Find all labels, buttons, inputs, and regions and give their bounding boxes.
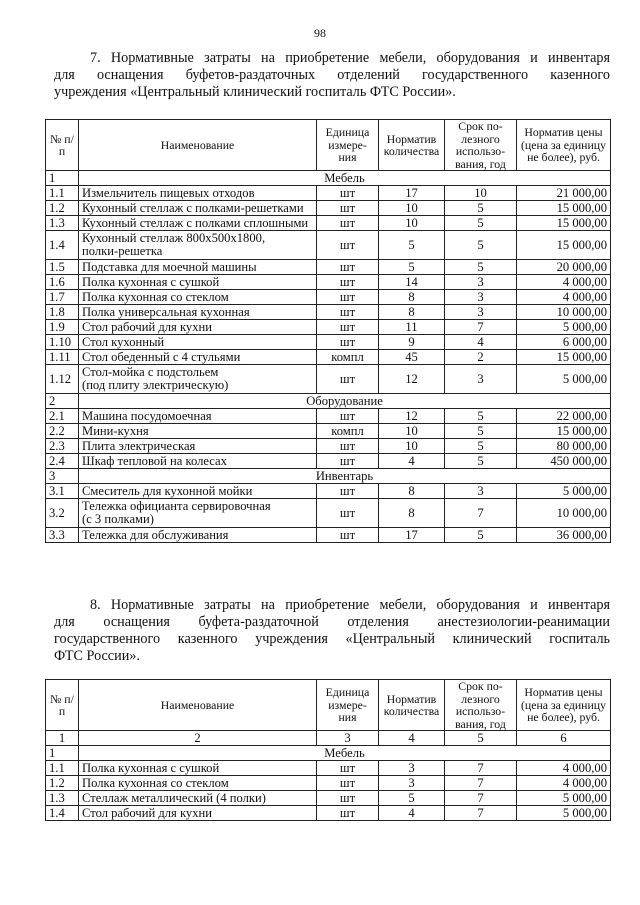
row-name: Кухонный стеллаж с полками-решетками (79, 201, 317, 216)
row-name: Тележка официанта сервировочная (с 3 полками) (79, 499, 317, 528)
table-row (46, 791, 611, 806)
row-qty: 3 (379, 761, 445, 776)
row-number: 3.2 (46, 499, 79, 528)
row-qty: 17 (379, 186, 445, 201)
row-number: 2.1 (46, 409, 79, 424)
row-unit: шт (317, 335, 379, 350)
row-qty: 9 (379, 335, 445, 350)
row-qty: 8 (379, 305, 445, 320)
row-life: 7 (445, 499, 517, 528)
row-unit: шт (317, 499, 379, 528)
row-name: Шкаф тепловой на колесах (79, 454, 317, 469)
row-number: 1.8 (46, 305, 79, 320)
column-number: 3 (317, 731, 379, 746)
row-unit: шт (317, 216, 379, 231)
row-number: 1.7 (46, 290, 79, 305)
row-price: 5 000,00 (517, 791, 611, 806)
table-row (46, 335, 611, 350)
row-qty: 8 (379, 290, 445, 305)
row-price: 5 000,00 (517, 320, 611, 335)
row-qty: 3 (379, 776, 445, 791)
row-life: 3 (445, 484, 517, 499)
column-number: 5 (445, 731, 517, 746)
heading-line: 7. Нормативные затраты на приобретение мебели, оборудования и инвентаря (90, 50, 610, 66)
row-unit: шт (317, 484, 379, 499)
heading-line: для оснащения буфетов-раздаточных отделений государственного казенного (54, 67, 610, 83)
section-8-heading (54, 597, 610, 665)
table-row (46, 201, 611, 216)
table-row (46, 186, 611, 201)
row-number: 1.3 (46, 791, 79, 806)
row-price: 21 000,00 (517, 186, 611, 201)
row-qty: 10 (379, 424, 445, 439)
col-qty-header: Норматив количества (379, 680, 445, 731)
row-price: 15 000,00 (517, 350, 611, 365)
col-unit-header: Единица измере-ния (317, 120, 379, 171)
section-7-table (45, 119, 611, 543)
page-number: 98 (314, 26, 326, 40)
row-unit: шт (317, 305, 379, 320)
row-number: 1.5 (46, 260, 79, 275)
section-title: Оборудование (79, 394, 611, 409)
table-row (46, 776, 611, 791)
heading-line: для оснащения буфета-раздаточной отделения анестезиологии-реанимации (54, 614, 610, 630)
row-unit: шт (317, 439, 379, 454)
row-number: 2.2 (46, 424, 79, 439)
table-row (46, 454, 611, 469)
row-name: Стол рабочий для кухни (79, 320, 317, 335)
row-unit: шт (317, 275, 379, 290)
row-name: Полка универсальная кухонная (79, 305, 317, 320)
table-row (46, 260, 611, 275)
row-unit: шт (317, 761, 379, 776)
col-price-header: Норматив цены (цена за единицу не более), руб. (517, 680, 611, 731)
row-name: Полка кухонная со стеклом (79, 290, 317, 305)
row-number: 1.1 (46, 761, 79, 776)
row-number: 1.12 (46, 365, 79, 394)
table-row (46, 528, 611, 543)
row-life: 3 (445, 365, 517, 394)
row-qty: 10 (379, 201, 445, 216)
col-life-header: Срок по-лезного использо-вания, год (445, 680, 517, 731)
row-life: 5 (445, 216, 517, 231)
table-row (46, 409, 611, 424)
table-row (46, 350, 611, 365)
row-name: Полка кухонная со стеклом (79, 776, 317, 791)
row-life: 7 (445, 791, 517, 806)
row-qty: 45 (379, 350, 445, 365)
column-number: 1 (46, 731, 79, 746)
row-price: 15 000,00 (517, 231, 611, 260)
row-unit: шт (317, 454, 379, 469)
row-name: Тележка для обслуживания (79, 528, 317, 543)
row-unit: шт (317, 409, 379, 424)
row-price: 10 000,00 (517, 305, 611, 320)
row-qty: 8 (379, 499, 445, 528)
row-number: 1.1 (46, 186, 79, 201)
row-number: 2.3 (46, 439, 79, 454)
table-row (46, 305, 611, 320)
row-number: 1.10 (46, 335, 79, 350)
row-price: 6 000,00 (517, 335, 611, 350)
section-row (46, 746, 611, 761)
row-life: 5 (445, 439, 517, 454)
row-price: 20 000,00 (517, 260, 611, 275)
heading-line: 8. Нормативные затраты на приобретение мебели, оборудования и инвентаря (90, 597, 610, 613)
row-qty: 8 (379, 484, 445, 499)
table-header-row (46, 120, 611, 171)
row-number: 1.4 (46, 806, 79, 821)
col-qty-header: Норматив количества (379, 120, 445, 171)
row-price: 4 000,00 (517, 776, 611, 791)
row-number: 2.4 (46, 454, 79, 469)
section-number: 2 (46, 394, 79, 409)
row-life: 2 (445, 350, 517, 365)
row-qty: 5 (379, 231, 445, 260)
row-life: 7 (445, 761, 517, 776)
row-price: 36 000,00 (517, 528, 611, 543)
row-unit: шт (317, 806, 379, 821)
row-name: Подставка для моечной машины (79, 260, 317, 275)
row-price: 80 000,00 (517, 439, 611, 454)
section-title: Инвентарь (79, 469, 611, 484)
column-number: 2 (79, 731, 317, 746)
row-number: 1.9 (46, 320, 79, 335)
row-life: 5 (445, 201, 517, 216)
row-unit: шт (317, 231, 379, 260)
row-unit: шт (317, 290, 379, 305)
col-life-header: Срок по-лезного использо-вания, год (445, 120, 517, 171)
row-life: 3 (445, 275, 517, 290)
row-name: Стол обеденный с 4 стульями (79, 350, 317, 365)
row-name: Полка кухонная с сушкой (79, 761, 317, 776)
row-number: 1.4 (46, 231, 79, 260)
row-name: Кухонный стеллаж 800х500х1800, полки-решетка (79, 231, 317, 260)
row-name: Мини-кухня (79, 424, 317, 439)
row-unit: шт (317, 201, 379, 216)
col-price-header: Норматив цены (цена за единицу не более), руб. (517, 120, 611, 171)
row-qty: 11 (379, 320, 445, 335)
row-price: 5 000,00 (517, 365, 611, 394)
row-unit: шт (317, 260, 379, 275)
column-numbers-row (46, 731, 611, 746)
row-life: 4 (445, 335, 517, 350)
row-name: Стол-мойка с подстольем (под плиту электрическую) (79, 365, 317, 394)
table-row (46, 275, 611, 290)
row-price: 5 000,00 (517, 484, 611, 499)
row-life: 7 (445, 320, 517, 335)
row-number: 1.11 (46, 350, 79, 365)
row-number: 1.2 (46, 776, 79, 791)
row-life: 7 (445, 806, 517, 821)
row-life: 7 (445, 776, 517, 791)
row-qty: 14 (379, 275, 445, 290)
table-header-row (46, 680, 611, 731)
row-name: Стол кухонный (79, 335, 317, 350)
row-life: 5 (445, 260, 517, 275)
row-life: 5 (445, 424, 517, 439)
row-qty: 5 (379, 791, 445, 806)
row-unit: шт (317, 365, 379, 394)
column-number: 6 (517, 731, 611, 746)
section-number: 1 (46, 171, 79, 186)
row-life: 5 (445, 528, 517, 543)
table-row (46, 439, 611, 454)
row-qty: 5 (379, 260, 445, 275)
col-num-header: № п/п (46, 680, 79, 731)
row-number: 1.2 (46, 201, 79, 216)
col-name-header: Наименование (79, 680, 317, 731)
table-row (46, 365, 611, 394)
table-row (46, 806, 611, 821)
row-unit: шт (317, 791, 379, 806)
row-qty: 12 (379, 365, 445, 394)
section-number: 3 (46, 469, 79, 484)
row-life: 10 (445, 186, 517, 201)
section-number: 1 (46, 746, 79, 761)
section-7-table-body (46, 171, 611, 543)
row-qty: 4 (379, 454, 445, 469)
heading-line: учреждения «Центральный клинический госпиталь ФТС России». (54, 84, 456, 100)
row-unit: компл (317, 424, 379, 439)
section-row (46, 394, 611, 409)
row-price: 15 000,00 (517, 201, 611, 216)
row-name: Полка кухонная с сушкой (79, 275, 317, 290)
row-price: 450 000,00 (517, 454, 611, 469)
heading-line: ФТС России». (54, 648, 140, 664)
row-life: 5 (445, 454, 517, 469)
table-row (46, 484, 611, 499)
row-name: Измельчитель пищевых отходов (79, 186, 317, 201)
section-row (46, 171, 611, 186)
col-unit-header: Единица измере-ния (317, 680, 379, 731)
table-row (46, 290, 611, 305)
row-number: 3.1 (46, 484, 79, 499)
col-num-header: № п/п (46, 120, 79, 171)
row-name: Машина посудомоечная (79, 409, 317, 424)
section-title: Мебель (79, 171, 611, 186)
row-name: Смеситель для кухонной мойки (79, 484, 317, 499)
section-title: Мебель (79, 746, 611, 761)
row-name: Кухонный стеллаж с полками сплошными (79, 216, 317, 231)
section-8-table (45, 679, 611, 821)
col-name-header: Наименование (79, 120, 317, 171)
row-price: 5 000,00 (517, 806, 611, 821)
column-number: 4 (379, 731, 445, 746)
row-qty: 17 (379, 528, 445, 543)
table-row (46, 320, 611, 335)
row-qty: 10 (379, 439, 445, 454)
row-qty: 12 (379, 409, 445, 424)
row-life: 3 (445, 305, 517, 320)
row-number: 1.6 (46, 275, 79, 290)
row-price: 4 000,00 (517, 275, 611, 290)
table-row (46, 424, 611, 439)
section-8-table-body (46, 731, 611, 821)
row-unit: шт (317, 320, 379, 335)
row-life: 5 (445, 231, 517, 260)
row-unit: шт (317, 186, 379, 201)
row-name: Стеллаж металлический (4 полки) (79, 791, 317, 806)
row-life: 5 (445, 409, 517, 424)
row-number: 3.3 (46, 528, 79, 543)
table-row (46, 231, 611, 260)
row-price: 15 000,00 (517, 216, 611, 231)
row-price: 15 000,00 (517, 424, 611, 439)
row-qty: 4 (379, 806, 445, 821)
heading-line: государственного казенного учреждения «Центральный клинический госпиталь (54, 631, 610, 647)
table-row (46, 216, 611, 231)
row-price: 10 000,00 (517, 499, 611, 528)
row-name: Стол рабочий для кухни (79, 806, 317, 821)
row-price: 4 000,00 (517, 761, 611, 776)
row-price: 4 000,00 (517, 290, 611, 305)
table-row (46, 499, 611, 528)
section-row (46, 469, 611, 484)
row-unit: шт (317, 776, 379, 791)
row-unit: компл (317, 350, 379, 365)
row-name: Плита электрическая (79, 439, 317, 454)
row-life: 3 (445, 290, 517, 305)
row-price: 22 000,00 (517, 409, 611, 424)
table-row (46, 761, 611, 776)
row-unit: шт (317, 528, 379, 543)
row-number: 1.3 (46, 216, 79, 231)
section-7-heading (54, 50, 610, 101)
row-qty: 10 (379, 216, 445, 231)
